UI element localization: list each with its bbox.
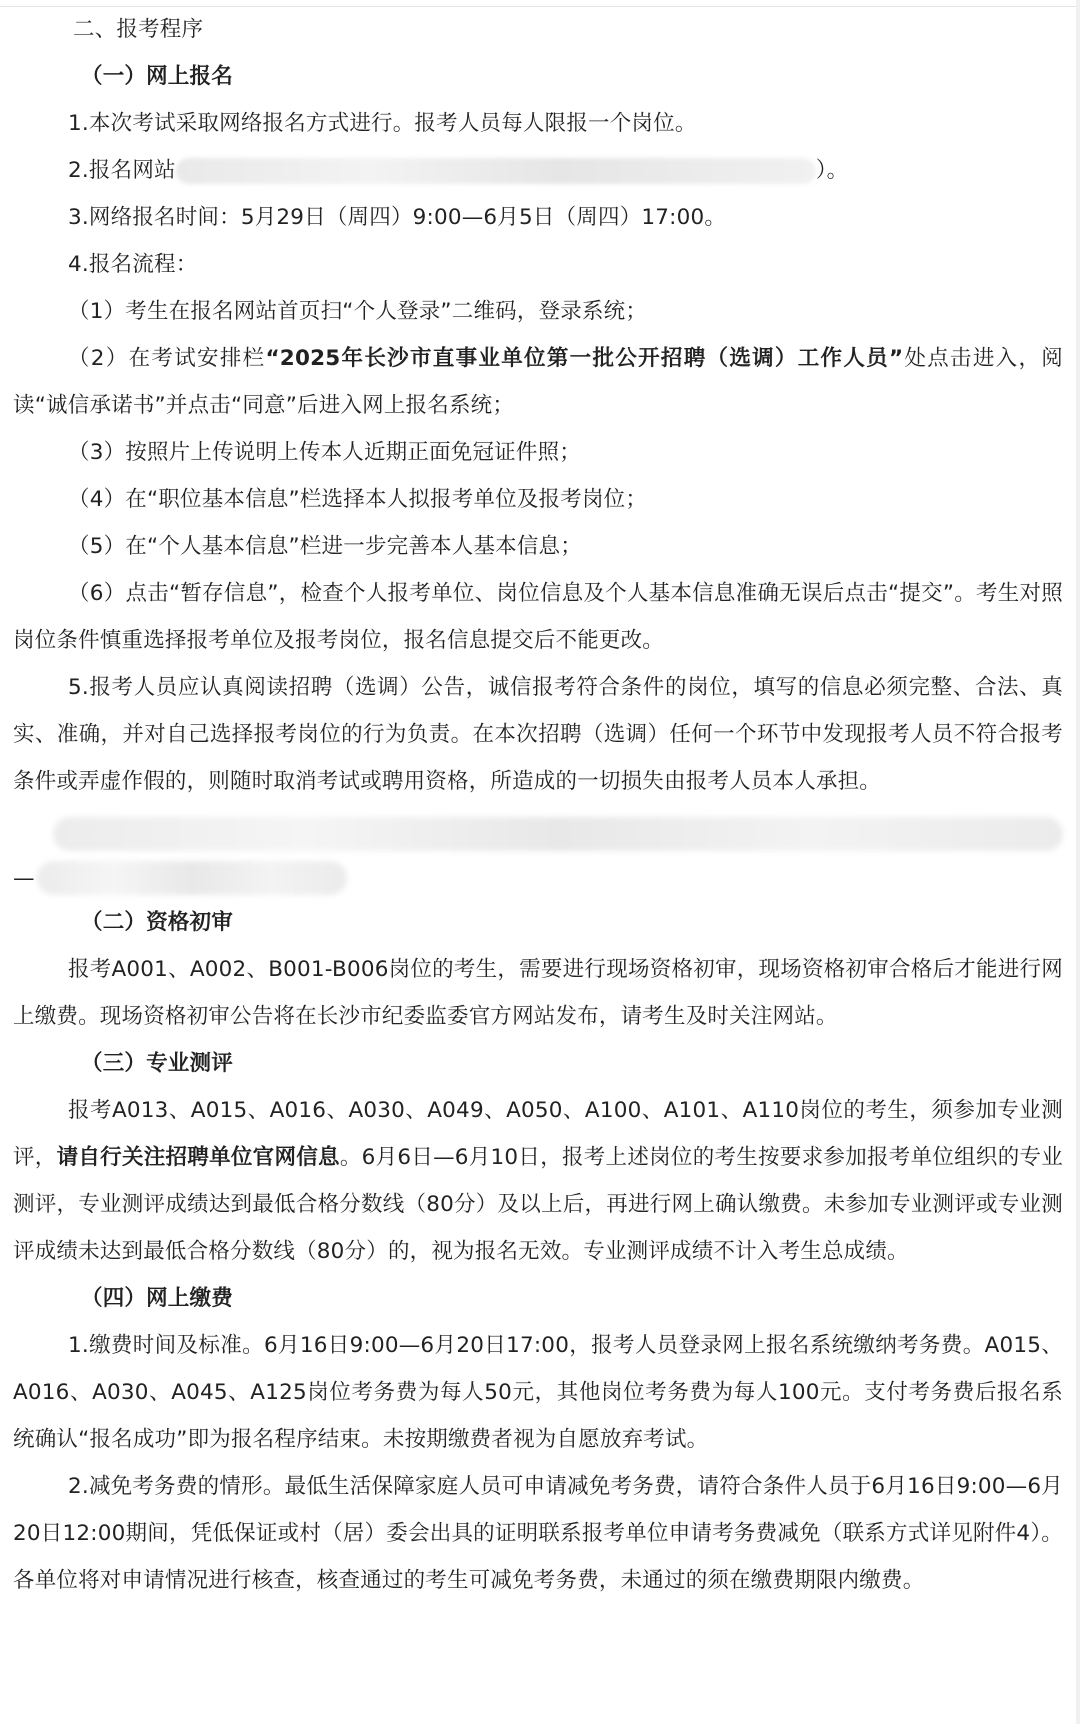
subsection-title-online-payment: （四）网上缴费 [81,1286,233,1311]
payment-item-1: 1.缴费时间及标准。6月16日9:00—6月20日17:00，报考人员登录网上报名系统缴纳考务费。A015、A016、A030、A045、A125岗位考务费为每人50元，其他岗位考务费为每人100元。支付考务费后报名系统确认“报名成功”即为报名程序结束。未按期缴费者视为自愿放弃考试。 [13,1333,1063,1452]
redacted-paragraph [13,805,1063,899]
registration-item-2 [13,147,1063,194]
registration-item-1: 1.本次考试采取网络报名方式进行。报考人员每人限报一个岗位。 [68,111,697,136]
subsection-title-qualification-review: （二）资格初审 [81,910,233,935]
registration-site-label: 2.报名网站 [68,158,176,183]
process-step-2-prefix: （2）在考试安排栏 [68,346,266,371]
registration-item-4: 4.报名流程： [68,252,198,277]
process-step-2 [13,335,1063,429]
qualification-review-body: 报考A001、A002、B001-B006岗位的考生，需要进行现场资格初审，现场资格初审合格后才能进行网上缴费。现场资格初审公告将在长沙市纪委监委官方网站发布，请考生及时关注网站。 [13,957,1063,1029]
assessment-body-suffix: 。6月6日—6月10日，报考上述岗位的考生按要求参加报考单位组织的专业测评，专业测评成绩达到最低合格分数线（80分）及以上后，再进行网上确认缴费。未参加专业测评或专业测评成绩未达到最低合格分数线（80分）的，视为报名无效。专业测评成绩不计入考生总成绩。 [13,1145,1063,1264]
section-heading: 二、报考程序 [73,17,204,42]
subsection-title-online-registration: （一）网上报名 [81,64,233,89]
process-step-2-suffix: 处点击进入，阅读“诚信承诺书”并点击“同意”后进入网上报名系统； [13,346,1063,418]
document-body [13,6,1063,1604]
process-step-4: （4）在“职位基本信息”栏选择本人拟报考单位及报考岗位； [68,487,648,512]
redacted-line-dash: — [13,866,35,891]
redaction-band-1 [53,817,1063,851]
subsection-title-professional-assessment: （三）专业测评 [81,1051,233,1076]
redacted-url [176,158,816,184]
professional-assessment-body [13,1087,1063,1275]
registration-item-3: 3.网络报名时间：5月29日（周四）9:00—6月5日（周四）17:00。 [68,205,727,230]
process-step-3: （3）按照片上传说明上传本人近期正面免冠证件照； [68,440,581,465]
registration-site-suffix: ）。 [815,158,849,183]
process-step-1: （1）考生在报名网站首页扫“个人登录”二维码，登录系统； [68,299,648,324]
assessment-body-prefix: 报考A013、A015、A016、A030、A049、A050、A100、A101、A110岗位的考生，须参加专业测评， [13,1098,1063,1170]
right-scroll-edge [1076,0,1080,1724]
process-step-6: （6）点击“暂存信息”，检查个人报考单位、岗位信息及个人基本信息准确无误后点击“提交”。考生对照岗位条件慎重选择报考单位及报考岗位，报名信息提交后不能更改。 [13,581,1063,653]
redaction-band-2 [37,861,347,895]
payment-item-2: 2.减免考务费的情形。最低生活保障家庭人员可申请减免考务费，请符合条件人员于6月16日9:00—6月20日12:00期间，凭低保证或村（居）委会出具的证明联系报考单位申请考务费减免（联系方式详见附件4）。各单位将对申请情况进行核查，核查通过的考生可减免考务费，未通过的须在缴费期限内缴费。 [13,1474,1063,1593]
process-step-5: （5）在“个人基本信息”栏进一步完善本人基本信息； [68,534,582,559]
exam-name: “2025年长沙市直事业单位第一批公开招聘（选调）工作人员” [265,346,904,371]
assessment-notice-bold: 请自行关注招聘单位官网信息 [56,1145,340,1170]
registration-item-5: 5.报考人员应认真阅读招聘（选调）公告，诚信报考符合条件的岗位，填写的信息必须完整、合法、真实、准确，并对自己选择报考岗位的行为负责。在本次招聘（选调）任何一个环节中发现报考人员不符合报考条件或弄虚作假的，则随时取消考试或聘用资格，所造成的一切损失由报考人员本人承担。 [13,675,1063,794]
